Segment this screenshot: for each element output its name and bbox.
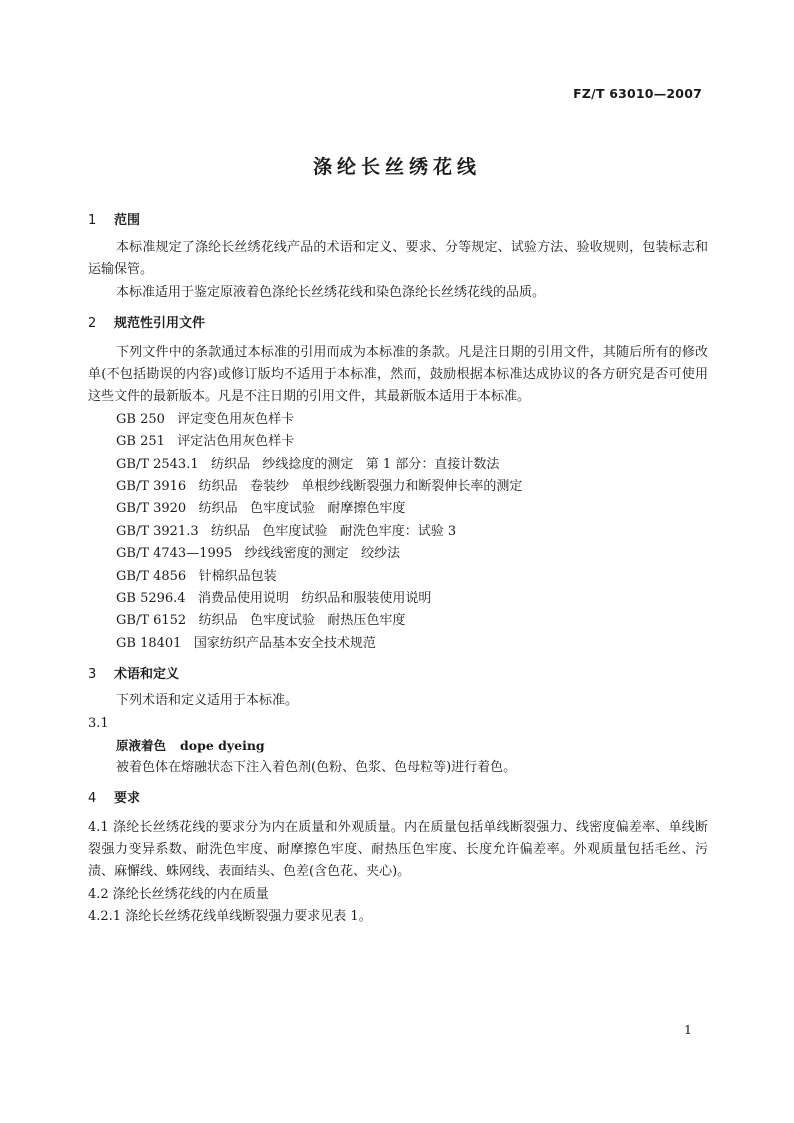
reference-item: GB 250 评定变色用灰色样卡 xyxy=(116,411,295,427)
clause-4-2-1: 4.2.1 涤纶长丝绣花线单线断裂强力要求见表 1。 xyxy=(88,909,372,925)
clause-4-2: 4.2 涤纶长丝绣花线的内在质量 xyxy=(88,886,269,902)
section-number: 1 xyxy=(88,213,97,228)
reference-item: GB 18401 国家纺织产品基本安全技术规范 xyxy=(116,635,376,651)
section-number: 3 xyxy=(88,667,97,683)
section-title: 要求 xyxy=(114,790,141,806)
term-definition: 被着色体在熔融状态下注入着色剂(色粉、色浆、色母粒等)进行着色。 xyxy=(116,759,517,775)
term-chinese: 原液着色 xyxy=(116,737,167,753)
standard-code: FZ/T 63010—2007 xyxy=(573,86,702,101)
reference-item: GB/T 2543.1 纺织品 纱线捻度的测定 第 1 部分：直接计数法 xyxy=(116,456,500,472)
reference-item: GB 5296.4 消费品使用说明 纺织品和服装使用说明 xyxy=(116,591,432,607)
section-heading-scope xyxy=(88,210,708,232)
reference-item: GB/T 4743—1995 纱线线密度的测定 绞纱法 xyxy=(116,546,401,562)
section-number: 2 xyxy=(88,315,97,331)
section-title: 范围 xyxy=(114,213,141,228)
reference-item: GB/T 3921.3 纺织品 色牢度试验 耐洗色牢度：试验 3 xyxy=(116,523,457,539)
reference-item: GB/T 4856 针棉织品包装 xyxy=(116,568,277,584)
reference-item: GB 251 评定沾色用灰色样卡 xyxy=(116,434,295,450)
document-body xyxy=(88,210,708,928)
section-title: 术语和定义 xyxy=(114,667,180,683)
section-number: 4 xyxy=(88,790,97,806)
document-title: 涤纶长丝绣花线 xyxy=(312,156,481,178)
term-english: dope dyeing xyxy=(180,737,265,753)
term-number: 3.1 xyxy=(88,715,109,731)
clause-4-1: 4.1 涤纶长丝绣花线的要求分为内在质量和外观质量。内在质量包括单线断裂强力、线密度偏差率、单线断裂强力变异系数、耐洗色牢度、耐摩擦色牢度、耐热压色牢度、长度允许偏差率。外观质量包括毛丝、污渍、麻懈线、蛛网线、表面结头、色差(含色花、夹心)。 xyxy=(88,819,708,880)
section-title: 规范性引用文件 xyxy=(114,315,206,331)
section-heading-terms xyxy=(88,664,708,686)
scope-paragraph-2: 本标准适用于鉴定原液着色涤纶长丝绣花线和染色涤纶长丝绣花线的品质。 xyxy=(116,284,546,300)
section-heading-normative-references xyxy=(88,313,708,335)
reference-item: GB/T 6152 纺织品 色牢度试验 耐热压色牢度 xyxy=(116,613,406,629)
scope-paragraph-1: 本标准规定了涤纶长丝绣花线产品的术语和定义、要求、分等规定、试验方法、验收规则，包装标志和运输保管。 xyxy=(88,240,708,278)
term-entry xyxy=(88,735,708,757)
reference-item: GB/T 3920 纺织品 色牢度试验 耐摩擦色牢度 xyxy=(116,501,406,517)
page-number: 1 xyxy=(684,1022,692,1037)
references-intro: 下列文件中的条款通过本标准的引用而成为本标准的条款。凡是注日期的引用文件，其随后所有的修改单(不包括勘误的内容)或修订版均不适用于本标准，然而，鼓励根据本标准达成协议的各方研究是否可使用这些文件的最新版本。凡是不注日期的引用文件，其最新版本适用于本标准。 xyxy=(88,344,708,405)
reference-item: GB/T 3916 纺织品 卷装纱 单根纱线断裂强力和断裂伸长率的测定 xyxy=(116,479,523,494)
terms-intro: 下列术语和定义适用于本标准。 xyxy=(116,693,299,709)
section-heading-requirements xyxy=(88,788,708,810)
